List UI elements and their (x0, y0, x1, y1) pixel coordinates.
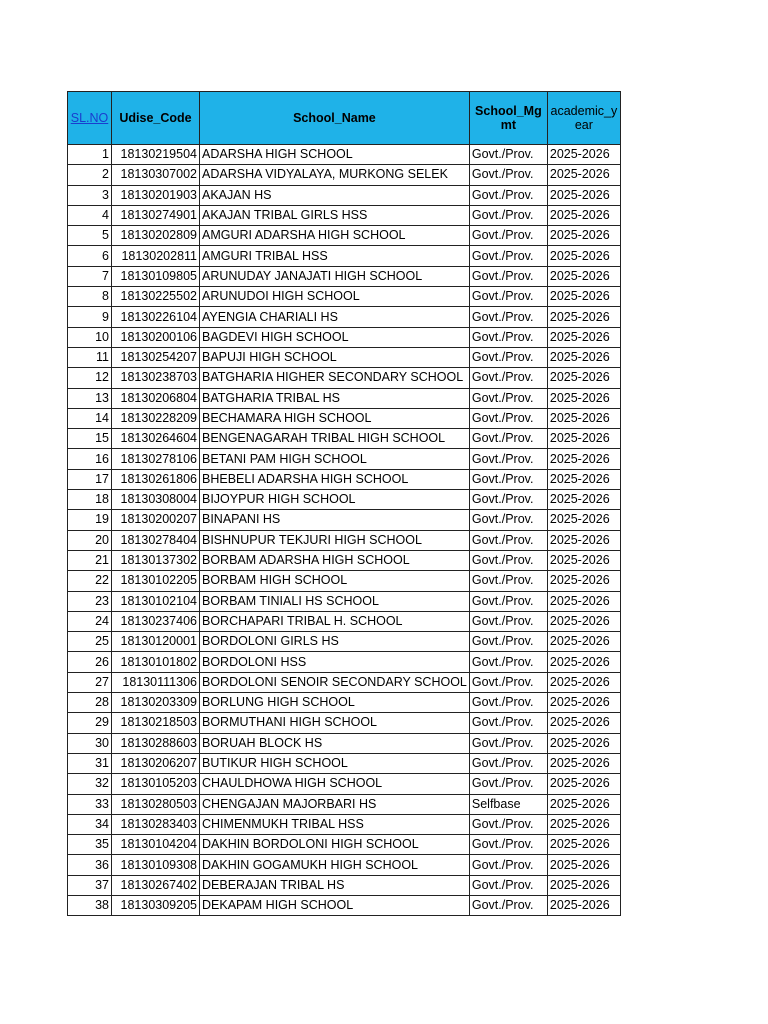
table-row (68, 145, 621, 165)
table-row (68, 510, 621, 530)
cell-academic-year[interactable]: 2025-2026 (547, 469, 620, 489)
cell-school-name[interactable]: BORBAM ADARSHA HIGH SCHOOL (200, 550, 470, 570)
cell-academic-year[interactable]: 2025-2026 (547, 327, 620, 347)
cell-school-mgmt[interactable]: Govt./Prov. (469, 774, 547, 794)
cell-academic-year[interactable]: 2025-2026 (547, 368, 620, 388)
cell-udise-code[interactable]: 18130200207 (112, 510, 200, 530)
cell-udise-code[interactable]: 18130218503 (112, 713, 200, 733)
table-row (68, 814, 621, 834)
cell-school-mgmt[interactable]: Govt./Prov. (469, 591, 547, 611)
cell-academic-year[interactable]: 2025-2026 (547, 774, 620, 794)
table-row (68, 652, 621, 672)
cell-udise-code[interactable]: 18130109805 (112, 266, 200, 286)
cell-sl-no[interactable]: 23 (68, 591, 112, 611)
header-udise-code: Udise_Code (112, 92, 200, 145)
cell-school-name[interactable]: BIJOYPUR HIGH SCHOOL (200, 490, 470, 510)
table-row (68, 530, 621, 550)
cell-udise-code[interactable]: 18130203309 (112, 693, 200, 713)
cell-sl-no[interactable]: 6 (68, 246, 112, 266)
cell-sl-no[interactable]: 34 (68, 814, 112, 834)
cell-school-name[interactable]: BORUAH BLOCK HS (200, 733, 470, 753)
cell-academic-year[interactable]: 2025-2026 (547, 713, 620, 733)
cell-school-name[interactable]: BENGENAGARAH TRIBAL HIGH SCHOOL (200, 429, 470, 449)
table-row (68, 449, 621, 469)
cell-udise-code[interactable]: 18130111306 (112, 672, 200, 692)
cell-school-name[interactable]: ADARSHA VIDYALAYA, MURKONG SELEK (200, 165, 470, 185)
header-school-name: School_Name (200, 92, 470, 145)
cell-academic-year[interactable]: 2025-2026 (547, 510, 620, 530)
cell-school-mgmt[interactable]: Govt./Prov. (469, 145, 547, 165)
cell-udise-code[interactable]: 18130101802 (112, 652, 200, 672)
cell-sl-no[interactable]: 11 (68, 347, 112, 367)
cell-school-name[interactable]: BAPUJI HIGH SCHOOL (200, 347, 470, 367)
cell-udise-code[interactable]: 18130264604 (112, 429, 200, 449)
cell-school-name[interactable]: AMGURI TRIBAL HSS (200, 246, 470, 266)
cell-school-mgmt[interactable]: Govt./Prov. (469, 672, 547, 692)
cell-school-mgmt[interactable]: Selfbase (469, 794, 547, 814)
cell-academic-year[interactable]: 2025-2026 (547, 571, 620, 591)
cell-school-mgmt[interactable]: Govt./Prov. (469, 855, 547, 875)
cell-sl-no[interactable]: 18 (68, 490, 112, 510)
cell-school-name[interactable]: BORDOLONI HSS (200, 652, 470, 672)
cell-academic-year[interactable]: 2025-2026 (547, 895, 620, 915)
cell-school-name[interactable]: DAKHIN BORDOLONI HIGH SCHOOL (200, 835, 470, 855)
cell-sl-no[interactable]: 33 (68, 794, 112, 814)
cell-udise-code[interactable]: 18130288603 (112, 733, 200, 753)
cell-school-mgmt[interactable]: Govt./Prov. (469, 713, 547, 733)
cell-udise-code[interactable]: 18130278404 (112, 530, 200, 550)
cell-sl-no[interactable]: 19 (68, 510, 112, 530)
table-row (68, 672, 621, 692)
cell-school-name[interactable]: BORBAM TINIALI HS SCHOOL (200, 591, 470, 611)
table-row (68, 327, 621, 347)
cell-school-name[interactable]: BETANI PAM HIGH SCHOOL (200, 449, 470, 469)
cell-udise-code[interactable]: 18130206207 (112, 753, 200, 773)
table-row (68, 185, 621, 205)
cell-sl-no[interactable]: 15 (68, 429, 112, 449)
cell-sl-no[interactable]: 17 (68, 469, 112, 489)
cell-sl-no[interactable]: 14 (68, 408, 112, 428)
cell-school-name[interactable]: DEKAPAM HIGH SCHOOL (200, 895, 470, 915)
cell-sl-no[interactable]: 7 (68, 266, 112, 286)
cell-school-name[interactable]: BISHNUPUR TEKJURI HIGH SCHOOL (200, 530, 470, 550)
cell-school-name[interactable]: AYENGIA CHARIALI HS (200, 307, 470, 327)
cell-sl-no[interactable]: 32 (68, 774, 112, 794)
table-row (68, 895, 621, 915)
cell-school-mgmt[interactable]: Govt./Prov. (469, 550, 547, 570)
cell-school-mgmt[interactable]: Govt./Prov. (469, 449, 547, 469)
cell-academic-year[interactable]: 2025-2026 (547, 490, 620, 510)
cell-school-mgmt[interactable]: Govt./Prov. (469, 165, 547, 185)
table-row (68, 875, 621, 895)
cell-academic-year[interactable]: 2025-2026 (547, 550, 620, 570)
cell-sl-no[interactable]: 29 (68, 713, 112, 733)
cell-udise-code[interactable]: 18130202811 (112, 246, 200, 266)
cell-udise-code[interactable]: 18130307002 (112, 165, 200, 185)
table-row (68, 733, 621, 753)
header-sl-no[interactable] (68, 92, 112, 145)
cell-udise-code[interactable]: 18130237406 (112, 611, 200, 631)
cell-school-name[interactable]: ARUNUDAY JANAJATI HIGH SCHOOL (200, 266, 470, 286)
cell-academic-year[interactable]: 2025-2026 (547, 165, 620, 185)
cell-academic-year[interactable]: 2025-2026 (547, 205, 620, 225)
cell-school-mgmt[interactable]: Govt./Prov. (469, 733, 547, 753)
school-table (67, 91, 621, 916)
cell-academic-year[interactable]: 2025-2026 (547, 753, 620, 773)
cell-school-name[interactable]: BORBAM HIGH SCHOOL (200, 571, 470, 591)
table-row (68, 165, 621, 185)
table-row (68, 835, 621, 855)
cell-academic-year[interactable]: 2025-2026 (547, 794, 620, 814)
cell-school-mgmt[interactable]: Govt./Prov. (469, 469, 547, 489)
cell-school-mgmt[interactable]: Govt./Prov. (469, 632, 547, 652)
cell-sl-no[interactable]: 21 (68, 550, 112, 570)
cell-school-name[interactable]: BECHAMARA HIGH SCHOOL (200, 408, 470, 428)
table-body (68, 145, 621, 916)
cell-academic-year[interactable]: 2025-2026 (547, 266, 620, 286)
cell-sl-no[interactable]: 8 (68, 287, 112, 307)
cell-academic-year[interactable]: 2025-2026 (547, 408, 620, 428)
cell-sl-no[interactable]: 2 (68, 165, 112, 185)
cell-udise-code[interactable]: 18130280503 (112, 794, 200, 814)
cell-school-mgmt[interactable]: Govt./Prov. (469, 408, 547, 428)
cell-school-mgmt[interactable]: Govt./Prov. (469, 490, 547, 510)
cell-school-mgmt[interactable]: Govt./Prov. (469, 814, 547, 834)
cell-sl-no[interactable]: 24 (68, 611, 112, 631)
table-row (68, 408, 621, 428)
table-row (68, 388, 621, 408)
table-row (68, 591, 621, 611)
cell-udise-code[interactable]: 18130283403 (112, 814, 200, 834)
cell-sl-no[interactable]: 10 (68, 327, 112, 347)
cell-school-mgmt[interactable]: Govt./Prov. (469, 510, 547, 530)
table-row (68, 205, 621, 225)
cell-sl-no[interactable]: 4 (68, 205, 112, 225)
cell-udise-code[interactable]: 18130201903 (112, 185, 200, 205)
cell-school-mgmt[interactable]: Govt./Prov. (469, 835, 547, 855)
table-row (68, 266, 621, 286)
header-row (68, 92, 621, 145)
cell-school-mgmt[interactable]: Govt./Prov. (469, 875, 547, 895)
cell-udise-code[interactable]: 18130228209 (112, 408, 200, 428)
cell-school-name[interactable]: BORMUTHANI HIGH SCHOOL (200, 713, 470, 733)
cell-school-name[interactable]: BORLUNG HIGH SCHOOL (200, 693, 470, 713)
table-row (68, 368, 621, 388)
cell-sl-no[interactable]: 25 (68, 632, 112, 652)
cell-sl-no[interactable]: 28 (68, 693, 112, 713)
cell-sl-no[interactable]: 16 (68, 449, 112, 469)
cell-sl-no[interactable]: 13 (68, 388, 112, 408)
table-row (68, 550, 621, 570)
cell-school-name[interactable]: ADARSHA HIGH SCHOOL (200, 145, 470, 165)
cell-academic-year[interactable]: 2025-2026 (547, 632, 620, 652)
cell-academic-year[interactable]: 2025-2026 (547, 814, 620, 834)
table-row (68, 632, 621, 652)
cell-udise-code[interactable]: 18130225502 (112, 287, 200, 307)
cell-school-name[interactable]: BORDOLONI SENOIR SECONDARY SCHOOL (200, 672, 470, 692)
cell-academic-year[interactable]: 2025-2026 (547, 145, 620, 165)
cell-sl-no[interactable]: 27 (68, 672, 112, 692)
cell-school-name[interactable]: BHEBELI ADARSHA HIGH SCHOOL (200, 469, 470, 489)
cell-udise-code[interactable]: 18130105203 (112, 774, 200, 794)
cell-sl-no[interactable]: 37 (68, 875, 112, 895)
cell-school-mgmt[interactable]: Govt./Prov. (469, 753, 547, 773)
cell-school-name[interactable]: DEBERAJAN TRIBAL HS (200, 875, 470, 895)
table-row (68, 855, 621, 875)
cell-academic-year[interactable]: 2025-2026 (547, 388, 620, 408)
cell-academic-year[interactable]: 2025-2026 (547, 875, 620, 895)
cell-academic-year[interactable]: 2025-2026 (547, 591, 620, 611)
table-row (68, 226, 621, 246)
cell-academic-year[interactable]: 2025-2026 (547, 835, 620, 855)
table-row (68, 774, 621, 794)
cell-academic-year[interactable]: 2025-2026 (547, 733, 620, 753)
cell-school-name[interactable]: CHAULDHOWA HIGH SCHOOL (200, 774, 470, 794)
cell-school-mgmt[interactable]: Govt./Prov. (469, 368, 547, 388)
cell-sl-no[interactable]: 35 (68, 835, 112, 855)
table-row (68, 713, 621, 733)
cell-sl-no[interactable]: 26 (68, 652, 112, 672)
cell-school-name[interactable]: BATGHARIA HIGHER SECONDARY SCHOOL (200, 368, 470, 388)
table-row (68, 611, 621, 631)
cell-school-name[interactable]: BINAPANI HS (200, 510, 470, 530)
cell-school-name[interactable]: BUTIKUR HIGH SCHOOL (200, 753, 470, 773)
cell-sl-no[interactable]: 36 (68, 855, 112, 875)
cell-school-mgmt[interactable]: Govt./Prov. (469, 205, 547, 225)
cell-sl-no[interactable]: 9 (68, 307, 112, 327)
header-school-mgmt: School_Mgmt (469, 92, 547, 145)
table-row (68, 307, 621, 327)
cell-school-mgmt[interactable]: Govt./Prov. (469, 611, 547, 631)
cell-sl-no[interactable]: 38 (68, 895, 112, 915)
cell-sl-no[interactable]: 22 (68, 571, 112, 591)
cell-academic-year[interactable]: 2025-2026 (547, 611, 620, 631)
cell-sl-no[interactable]: 3 (68, 185, 112, 205)
cell-school-mgmt[interactable]: Govt./Prov. (469, 327, 547, 347)
cell-udise-code[interactable]: 18130254207 (112, 347, 200, 367)
cell-school-name[interactable]: ARUNUDOI HIGH SCHOOL (200, 287, 470, 307)
cell-school-mgmt[interactable]: Govt./Prov. (469, 347, 547, 367)
cell-udise-code[interactable]: 18130308004 (112, 490, 200, 510)
cell-school-name[interactable]: BAGDEVI HIGH SCHOOL (200, 327, 470, 347)
cell-school-mgmt[interactable]: Govt./Prov. (469, 307, 547, 327)
cell-school-name[interactable]: AKAJAN TRIBAL GIRLS HSS (200, 205, 470, 225)
table-row (68, 287, 621, 307)
cell-school-name[interactable]: BATGHARIA TRIBAL HS (200, 388, 470, 408)
cell-udise-code[interactable]: 18130120001 (112, 632, 200, 652)
cell-school-name[interactable]: DAKHIN GOGAMUKH HIGH SCHOOL (200, 855, 470, 875)
table-row (68, 490, 621, 510)
table-header (68, 92, 621, 145)
cell-school-name[interactable]: CHIMENMUKH TRIBAL HSS (200, 814, 470, 834)
cell-school-mgmt[interactable]: Govt./Prov. (469, 226, 547, 246)
cell-udise-code[interactable]: 18130102205 (112, 571, 200, 591)
cell-udise-code[interactable]: 18130219504 (112, 145, 200, 165)
cell-academic-year[interactable]: 2025-2026 (547, 652, 620, 672)
cell-academic-year[interactable]: 2025-2026 (547, 429, 620, 449)
cell-school-mgmt[interactable]: Govt./Prov. (469, 530, 547, 550)
cell-school-mgmt[interactable]: Govt./Prov. (469, 185, 547, 205)
cell-sl-no[interactable]: 1 (68, 145, 112, 165)
cell-academic-year[interactable]: 2025-2026 (547, 287, 620, 307)
cell-udise-code[interactable]: 18130267402 (112, 875, 200, 895)
cell-udise-code[interactable]: 18130278106 (112, 449, 200, 469)
cell-udise-code[interactable]: 18130309205 (112, 895, 200, 915)
cell-academic-year[interactable]: 2025-2026 (547, 347, 620, 367)
cell-school-mgmt[interactable]: Govt./Prov. (469, 571, 547, 591)
cell-school-mgmt[interactable]: Govt./Prov. (469, 895, 547, 915)
cell-udise-code[interactable]: 18130109308 (112, 855, 200, 875)
cell-school-name[interactable]: BORCHAPARI TRIBAL H. SCHOOL (200, 611, 470, 631)
cell-academic-year[interactable]: 2025-2026 (547, 855, 620, 875)
cell-academic-year[interactable]: 2025-2026 (547, 530, 620, 550)
cell-udise-code[interactable]: 18130261806 (112, 469, 200, 489)
table-row (68, 571, 621, 591)
cell-udise-code[interactable]: 18130226104 (112, 307, 200, 327)
cell-school-name[interactable]: AMGURI ADARSHA HIGH SCHOOL (200, 226, 470, 246)
table-row (68, 347, 621, 367)
cell-school-name[interactable]: AKAJAN HS (200, 185, 470, 205)
header-academic-year: academic_year (547, 92, 620, 145)
table-row (68, 429, 621, 449)
cell-udise-code[interactable]: 18130206804 (112, 388, 200, 408)
cell-udise-code[interactable]: 18130137302 (112, 550, 200, 570)
cell-academic-year[interactable]: 2025-2026 (547, 449, 620, 469)
table-row (68, 693, 621, 713)
cell-school-mgmt[interactable]: Govt./Prov. (469, 246, 547, 266)
cell-udise-code[interactable]: 18130102104 (112, 591, 200, 611)
cell-academic-year[interactable]: 2025-2026 (547, 246, 620, 266)
cell-school-mgmt[interactable]: Govt./Prov. (469, 652, 547, 672)
cell-udise-code[interactable]: 18130274901 (112, 205, 200, 225)
cell-school-name[interactable]: BORDOLONI GIRLS HS (200, 632, 470, 652)
table-row (68, 753, 621, 773)
cell-school-mgmt[interactable]: Govt./Prov. (469, 287, 547, 307)
cell-school-mgmt[interactable]: Govt./Prov. (469, 388, 547, 408)
cell-sl-no[interactable]: 31 (68, 753, 112, 773)
cell-udise-code[interactable]: 18130200106 (112, 327, 200, 347)
cell-sl-no[interactable]: 12 (68, 368, 112, 388)
table-row (68, 794, 621, 814)
cell-school-mgmt[interactable]: Govt./Prov. (469, 429, 547, 449)
cell-sl-no[interactable]: 20 (68, 530, 112, 550)
cell-sl-no[interactable]: 30 (68, 733, 112, 753)
cell-academic-year[interactable]: 2025-2026 (547, 307, 620, 327)
table-row (68, 246, 621, 266)
cell-school-name[interactable]: CHENGAJAN MAJORBARI HS (200, 794, 470, 814)
cell-school-mgmt[interactable]: Govt./Prov. (469, 266, 547, 286)
sl-no-link[interactable]: SL.NO (70, 111, 109, 125)
table-row (68, 469, 621, 489)
cell-udise-code[interactable]: 18130104204 (112, 835, 200, 855)
cell-academic-year[interactable]: 2025-2026 (547, 185, 620, 205)
cell-udise-code[interactable]: 18130202809 (112, 226, 200, 246)
cell-academic-year[interactable]: 2025-2026 (547, 693, 620, 713)
cell-sl-no[interactable]: 5 (68, 226, 112, 246)
cell-academic-year[interactable]: 2025-2026 (547, 672, 620, 692)
cell-udise-code[interactable]: 18130238703 (112, 368, 200, 388)
cell-academic-year[interactable]: 2025-2026 (547, 226, 620, 246)
cell-school-mgmt[interactable]: Govt./Prov. (469, 693, 547, 713)
